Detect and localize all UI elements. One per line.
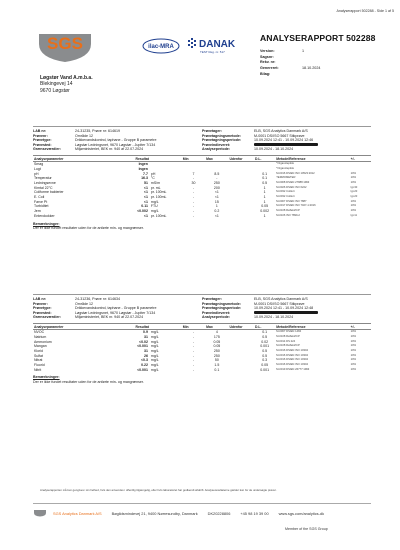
report-meta xyxy=(260,49,380,78)
cell-max: 4 xyxy=(215,330,218,335)
cell-unc: 10% xyxy=(350,180,357,184)
cell-m: M-0014 DS 224 xyxy=(276,339,296,343)
info-key: Prøvested: xyxy=(33,310,52,315)
cell-max: 1 xyxy=(215,204,218,209)
remarks-text: Der er ikke fundet resultater uden for de anførte min- og maxgrænser. xyxy=(33,226,144,231)
cell-min: - xyxy=(192,195,195,200)
cell-m: *Organoleptisk xyxy=(276,166,294,170)
cell-p: Jern xyxy=(34,209,41,214)
meta-row: Genereret: 18.10.2024 xyxy=(260,66,321,71)
cell-max: 0.1 xyxy=(214,367,220,372)
cell-u: mg/L xyxy=(150,339,159,344)
cell-r: 7.7 xyxy=(143,171,148,176)
cell-u: mg/L xyxy=(150,330,159,335)
cell-max: 0.05 xyxy=(213,344,221,349)
cell-r: <0.3 xyxy=(140,358,148,363)
cell-unc: 10% xyxy=(350,344,357,348)
info-key: LAB nr: xyxy=(33,129,47,133)
cell-max: 250 xyxy=(213,353,220,358)
cell-dl: 1 xyxy=(263,190,266,195)
sample-info-left xyxy=(33,297,202,320)
info-value: 24-31236, Prøve nr: 614634 xyxy=(75,297,120,301)
recipient-name: Løgstør Vand A.m.b.a. xyxy=(40,75,93,81)
cell-dl: 0.1 xyxy=(262,330,268,335)
cell-unc: 10% xyxy=(350,334,357,338)
meta-row: Rekv. nr: xyxy=(260,60,276,65)
info-value: Løgstør Ledningsnet, 9670 Løgstør - Jupiter 7/134 xyxy=(75,142,156,147)
cell-u: mg/L xyxy=(150,363,159,368)
cell-r: <0.001 xyxy=(137,344,148,349)
cell-min: - xyxy=(192,199,195,204)
footer-phone: +45 98 19 39 00 xyxy=(240,510,269,516)
cell-r: <1 xyxy=(143,213,148,218)
column-header: Max xyxy=(205,155,228,161)
sgs-logo-text: SGS xyxy=(47,34,83,53)
cell-p: Kimtal 22°C xyxy=(34,185,53,190)
cell-m: M-0016 DS/EN ISO 10304 xyxy=(276,348,308,352)
cell-min: - xyxy=(192,348,195,353)
info-value: Miljøministeriet, BEK nr. 940 af 22.07.2024 xyxy=(75,315,144,320)
cell-m: M-0019 DS/EN 26777:1993 xyxy=(276,367,310,371)
cell-u: pH xyxy=(150,171,156,176)
cell-unc: 10% xyxy=(350,367,357,371)
column-header: Resultat xyxy=(118,323,150,329)
cell-p: Fluorid xyxy=(34,363,45,368)
info-key: Prøveindleveret: xyxy=(202,310,231,315)
sample-block-1 xyxy=(33,126,371,231)
info-row xyxy=(33,147,202,152)
cell-p: Nitrit xyxy=(34,367,42,372)
column-header: Max xyxy=(205,323,228,329)
info-key: Prøvetagningsperiode: xyxy=(202,138,242,143)
cell-unc: 10% xyxy=(350,348,357,352)
cell-dl: 0.05 xyxy=(261,363,269,368)
cell-p: Mangan xyxy=(34,344,47,349)
cell-p: NVOC xyxy=(34,330,45,335)
cell-p: Nitrat xyxy=(34,358,43,363)
cell-dl: 0.5 xyxy=(262,180,268,185)
cell-p: Natrium xyxy=(34,334,47,339)
cell-min: - xyxy=(192,213,195,218)
info-value: Drikkevandskontrol, taphane - Gruppe B parametre xyxy=(75,138,157,143)
remarks xyxy=(33,222,371,232)
cell-m: M-0007 DS/EN ISO 7887 xyxy=(276,199,307,203)
cell-p: Sulfat xyxy=(34,353,43,358)
cell-dl: 0.1 xyxy=(262,171,268,176)
cell-min: - xyxy=(192,185,195,190)
cell-min: - xyxy=(192,358,195,363)
cell-min: - xyxy=(192,209,195,214)
remarks-text: Der er ikke fundet resultater uden for de anførte min- og maxgrænser. xyxy=(33,380,144,385)
footer-web[interactable]: www.sgs.com/analytics-dk xyxy=(278,510,325,516)
info-row xyxy=(202,315,371,320)
cell-dl: 0.05 xyxy=(261,204,269,209)
info-key: Prøvetager: xyxy=(202,129,222,133)
cell-p: Lugt xyxy=(34,166,41,171)
info-value: 10.09.2024 - 18.10.2024 xyxy=(254,315,294,320)
column-header: Resultat xyxy=(118,155,150,161)
cell-dl: 0.5 xyxy=(262,353,268,358)
cell-r: 16.3 xyxy=(141,176,148,181)
cell-max: 1.5 xyxy=(214,363,220,368)
sample-block-2 xyxy=(33,294,371,385)
sample-info xyxy=(33,126,371,152)
cell-max: 15 xyxy=(214,199,219,204)
cell-max: <1 xyxy=(214,190,219,195)
cell-p: Klorid xyxy=(34,348,43,353)
info-value: 10.09.2024 12:41 - 10.09.2024 12:46 xyxy=(254,138,314,143)
cell-r: <0.02 xyxy=(139,339,148,344)
cell-u: pr. 100mL xyxy=(150,213,167,218)
meta-row: Sagsnr: xyxy=(260,54,274,59)
cell-m: M-0106 ISO 7899-2 xyxy=(276,213,300,217)
svg-text:TEST Reg. nr. 517: TEST Reg. nr. 517 xyxy=(200,50,225,54)
cell-min: - xyxy=(192,190,195,195)
danak-logo xyxy=(186,34,242,60)
cell-r: <0.001 xyxy=(137,367,148,372)
sample-info-right xyxy=(202,297,371,320)
column-header: Analyseparameter xyxy=(33,155,118,161)
cell-p: Farve Pt xyxy=(34,199,48,204)
svg-text:ilac-MRA: ilac-MRA xyxy=(148,44,174,50)
cell-r: 31 xyxy=(144,334,148,339)
info-key: Prøvetager: xyxy=(202,297,222,301)
cell-max: <1 xyxy=(214,195,219,200)
meta-row: Bilag: xyxy=(260,71,271,76)
footer-address: Bøgildsmindevej 21, 9400 Nørresundby, Danmark xyxy=(111,510,198,516)
sgs-logo xyxy=(33,30,97,64)
info-value: ELB, SGS Analytics Danmark A/S xyxy=(254,129,308,133)
cell-r: 31 xyxy=(144,348,148,353)
cell-min: - xyxy=(192,176,195,181)
remarks-title: Bemærkninger: xyxy=(33,375,60,380)
cell-u: mg/L xyxy=(150,358,159,363)
cell-p: pH xyxy=(34,171,39,176)
cell-r: <0.002 xyxy=(137,209,148,214)
redacted-field xyxy=(254,311,318,315)
cell-unc: 10% xyxy=(350,204,357,208)
cell-max: 175 xyxy=(213,334,220,339)
cell-unc: lgt.11 xyxy=(350,213,358,217)
cell-unc: 10% xyxy=(350,353,357,357)
cell-out xyxy=(229,214,255,219)
cell-unc: 10% xyxy=(350,199,357,203)
cell-u: mg/L xyxy=(150,344,159,349)
sample-info-right xyxy=(202,129,371,152)
column-header: D.L. xyxy=(254,155,275,161)
cell-dl: 1 xyxy=(263,213,266,218)
cell-unc: 10% xyxy=(350,358,357,362)
cell-m: M-0016 DS/EN ISO 10523:2012 xyxy=(276,171,315,175)
cell-dl: 1 xyxy=(263,185,266,190)
column-header: Min xyxy=(182,323,205,329)
cell-unc: 10% xyxy=(350,171,357,175)
cell-r: 0.22 xyxy=(141,363,148,368)
remarks-title: Bemærkninger: xyxy=(33,221,60,226)
cell-dl: 0.5 xyxy=(262,334,268,339)
info-value: ELB, SGS Analytics Danmark A/S xyxy=(254,297,308,301)
info-row xyxy=(202,147,371,152)
svg-text:DANAK: DANAK xyxy=(199,39,236,50)
cell-r: <1 xyxy=(143,199,148,204)
cell-dl: 0.001 xyxy=(260,344,270,349)
results-table xyxy=(33,155,371,219)
info-key: Prøvested: xyxy=(33,142,52,147)
report-title: ANALYSERAPPORT 502288 xyxy=(260,33,376,43)
cell-u: pr. 100mL xyxy=(150,195,167,200)
cell-min: - xyxy=(192,344,195,349)
cell-m: M-0108 Reflekt/ICP xyxy=(276,209,300,213)
column-header: Metode/Reference xyxy=(275,155,349,161)
cell-r: <1 xyxy=(143,190,148,195)
cell-dl: 0.3 xyxy=(262,358,268,363)
footer-member: Member of the SGS Group xyxy=(285,527,328,531)
cell-p: Smag xyxy=(34,162,44,167)
cell-r: Ingen xyxy=(138,166,148,171)
cell-dl: 0.1 xyxy=(262,176,268,181)
cell-p: E. Coli xyxy=(34,195,45,200)
recipient-street: Blekingevej 14 xyxy=(40,81,73,88)
info-key: Prøvetagningsperiode: xyxy=(202,306,242,311)
cell-r: 0.11 xyxy=(141,204,148,209)
cell-out xyxy=(229,368,255,373)
cell-p: Temperatur xyxy=(34,176,52,181)
cell-p: Coliforme bakterier xyxy=(34,190,64,195)
cell-r: 0.9 xyxy=(143,330,148,335)
footer-divider xyxy=(33,503,371,504)
info-key: Prøvetype: xyxy=(33,138,52,143)
cell-min: - xyxy=(192,353,195,358)
cell-unc: lgt.20 xyxy=(350,190,358,194)
remarks xyxy=(33,375,371,385)
column-header: +/- xyxy=(350,323,371,329)
cell-m: M-0026 DS/EN ISO 6222 xyxy=(276,185,307,189)
column-header: Analyseparameter xyxy=(33,323,118,329)
cell-u: mg/L xyxy=(150,367,159,372)
cell-min: - xyxy=(192,363,195,368)
info-value: Område 12 xyxy=(75,133,93,138)
info-key: Prøvetagningsmetode: xyxy=(202,133,241,138)
cell-min: 7 xyxy=(192,171,195,176)
cell-u: mg/L xyxy=(150,353,159,358)
cell-unc: 10% xyxy=(350,330,357,334)
sample-info xyxy=(33,294,371,320)
info-row xyxy=(33,315,202,320)
cell-dl: 1 xyxy=(263,199,266,204)
cell-r: 51 xyxy=(144,180,148,185)
info-value: Drikkevandskontrol, taphane - Gruppe B parametre xyxy=(75,306,157,311)
cell-unc: 10% xyxy=(350,209,357,213)
cell-u: mS/m xyxy=(150,180,161,185)
cell-unc: 10% xyxy=(350,363,357,367)
info-key: LAB nr: xyxy=(33,297,47,301)
cell-r: Ingen xyxy=(138,162,148,167)
cell-u: mg/L xyxy=(150,199,159,204)
cell-m: M-0016 DS/EN ISO 10304 xyxy=(276,353,308,357)
cell-dl: 0.002 xyxy=(260,209,270,214)
cell-p: Turbiditet xyxy=(34,204,49,209)
cell-max: 0.2 xyxy=(214,209,220,214)
column-header: Udenfor xyxy=(229,155,255,161)
column-header: Min xyxy=(182,155,205,161)
cell-u: mg/L xyxy=(150,348,159,353)
footer-company: SGS Analytics Danmark A/S xyxy=(53,510,102,516)
cell-min: - xyxy=(192,367,195,372)
cell-m: M-0016 DS/EN ISO 10304 xyxy=(276,363,308,367)
cell-u: mg/L xyxy=(150,334,159,339)
info-value: Miljøministeriet, BEK nr. 940 af 22.07.2024 xyxy=(75,147,144,152)
cell-u: °C xyxy=(150,176,155,181)
footer-cvr: DK20228806 xyxy=(207,510,231,516)
table-row xyxy=(33,214,371,219)
info-value: 10.09.2024 12:41 - 10.09.2024 12:48 xyxy=(254,306,314,311)
cell-min: 30 xyxy=(191,180,196,185)
info-key: Prøvetagningsmetode: xyxy=(202,301,241,306)
column-header: +/- xyxy=(350,155,371,161)
cell-min: - xyxy=(192,204,195,209)
cell-p: Ledningsevne xyxy=(34,180,56,185)
sgs-mini-logo xyxy=(33,509,47,517)
column-header: Metode/Reference xyxy=(275,323,349,329)
cell-u: FTU xyxy=(150,204,158,209)
cell-r: <1 xyxy=(143,195,148,200)
cell-max: 250 xyxy=(213,348,220,353)
cell-r: 26 xyxy=(144,353,148,358)
info-value: Område 12 xyxy=(75,301,93,306)
cell-min: - xyxy=(192,339,195,344)
info-key: Analyseperiode: xyxy=(202,315,230,320)
cell-max: 8.5 xyxy=(214,171,220,176)
info-value: Løgstør Ledningsnet, 9670 Løgstør - Jupiter 7/134 xyxy=(75,310,156,315)
redacted-field xyxy=(254,143,318,147)
recipient-address xyxy=(40,75,93,94)
cell-max: 200 xyxy=(213,185,220,190)
info-value: 10.09.2024 - 18.10.2024 xyxy=(254,147,294,152)
cell-unc: lgt.20 xyxy=(350,195,358,199)
cell-p: Enterokokker xyxy=(34,213,55,218)
cell-m: M-0108 Reflekt/ICP xyxy=(276,344,300,348)
cell-unc: 10% xyxy=(350,339,357,343)
cell-m: M-0108 Reflekt/ICP xyxy=(276,334,300,338)
cell-m: M-0032 Colilert xyxy=(276,190,295,194)
info-key: Grænseværdier: xyxy=(33,147,61,152)
info-value: M-0001 DS/ISO 5667 Stikprøve xyxy=(254,133,305,138)
cell-min: - xyxy=(192,334,195,339)
cell-dl: 0.02 xyxy=(261,339,269,344)
recipient-city: 9670 Løgstør xyxy=(40,87,70,94)
page-reference: Analyserapport 502288 - Side 1 af 5 xyxy=(336,9,394,13)
cell-m: M-0032 Colilert xyxy=(276,195,295,199)
cell-dl: 1 xyxy=(263,195,266,200)
results-table xyxy=(33,323,371,373)
cell-max: 50 xyxy=(214,358,219,363)
cell-dl: 0.001 xyxy=(260,367,270,372)
cell-p: Ammonium xyxy=(34,339,52,344)
cell-unc: 10% xyxy=(350,176,357,180)
info-value: M-0001 DS/ISO 5667 Stikprøve xyxy=(254,301,305,306)
column-header: Udenfor xyxy=(229,323,255,329)
info-value: 24-31235, Prøve nr: 614619 xyxy=(75,129,120,133)
cell-u: pr. 100mL xyxy=(150,190,167,195)
cell-u: pr. mL xyxy=(150,185,161,190)
cell-max: 250 xyxy=(213,180,220,185)
column-header: D.L. xyxy=(254,323,275,329)
cell-m: M-0067 DS/EN 1484 xyxy=(276,330,302,334)
ilac-mra-logo xyxy=(140,36,182,58)
footer-disclaimer: Analyserapporten må kun gengives i sin helhed, hvis den anvendes i offentlig tilgængelig, eller hvis laboratoriet har godkendt afskrift. Analyseresultaterne gælder kun for de undersøgte prøver. xyxy=(40,488,277,492)
cell-m: M-0017 DS/EN ISO 7027-1:2016 xyxy=(276,204,316,208)
sample-info-left xyxy=(33,129,202,152)
cell-r: <1 xyxy=(143,185,148,190)
cell-m: M-0008 DS/EN 27888:1993 xyxy=(276,180,310,184)
cell-u: mg/L xyxy=(150,209,159,214)
cell-unc: lgt.30 xyxy=(350,185,358,189)
info-key: Grænseværdier: xyxy=(33,315,61,320)
cell-dl: 0.5 xyxy=(262,348,268,353)
cell-max: <1 xyxy=(214,213,219,218)
info-key: Prøvenr: xyxy=(33,301,48,306)
cell-max: 0.05 xyxy=(213,339,221,344)
meta-row: Version: 1 xyxy=(260,49,305,53)
table-row xyxy=(33,368,371,373)
cell-m: *Organoleptisk xyxy=(276,162,294,166)
info-key: Prøvenr: xyxy=(33,133,48,138)
info-key: Analyseperiode: xyxy=(202,147,230,152)
danak-crown-icon xyxy=(188,38,196,48)
cell-min: - xyxy=(192,330,195,335)
cell-m: M-0016 DS/EN ISO 10304 xyxy=(276,358,308,362)
info-key: Prøveindleveret: xyxy=(202,142,231,147)
cell-max: - xyxy=(216,176,218,181)
footer-contact xyxy=(33,509,371,517)
cell-m: TERMOMETER xyxy=(276,176,296,180)
info-key: Prøvetype: xyxy=(33,306,52,311)
